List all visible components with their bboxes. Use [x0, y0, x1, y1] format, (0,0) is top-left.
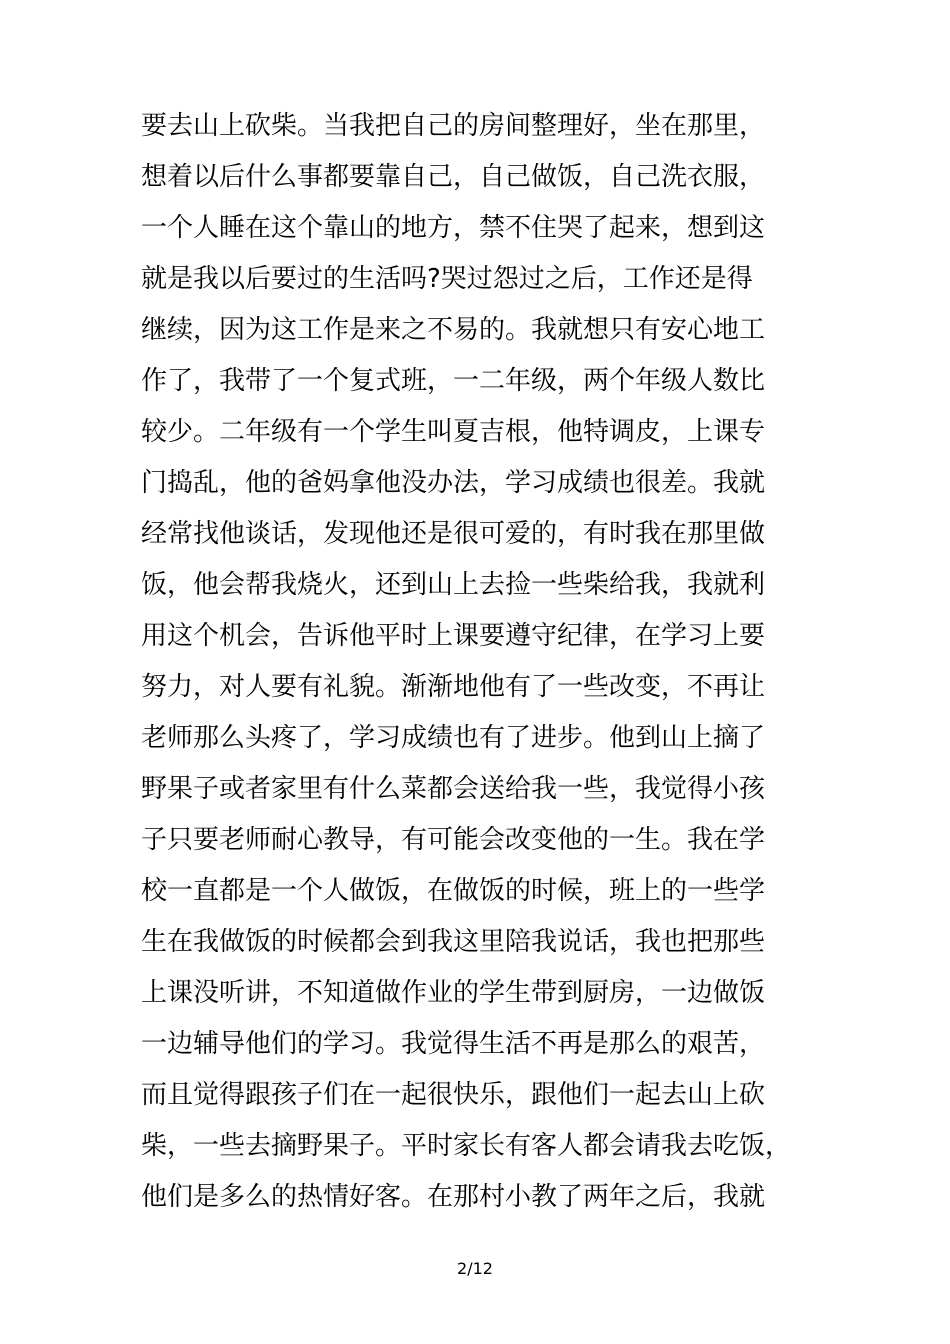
text-line: 继续，因为这工作是来之不易的。我就想只有安心地工 [141, 315, 766, 345]
text-line: 门捣乱，他的爸妈拿他没办法，学习成绩也很差。我就 [141, 468, 766, 498]
text-line: 就是我以后要过的生活吗?哭过怨过之后，工作还是得 [141, 264, 753, 294]
text-line: 较少。二年级有一个学生叫夏吉根，他特调皮，上课专 [141, 417, 766, 447]
text-line: 一边辅导他们的学习。我觉得生活不再是那么的艰苦， [141, 1029, 766, 1059]
text-line: 用这个机会，告诉他平时上课要遵守纪律，在学习上要 [141, 621, 766, 651]
text-line: 经常找他谈话，发现他还是很可爱的，有时我在那里做 [141, 519, 766, 549]
text-line: 作了，我带了一个复式班，一二年级，两个年级人数比 [141, 366, 766, 396]
text-line: 老师那么头疼了，学习成绩也有了进步。他到山上摘了 [141, 723, 766, 753]
page-number: 2/12 [457, 1259, 493, 1278]
text-line: 而且觉得跟孩子们在一起很快乐，跟他们一起去山上砍 [141, 1080, 766, 1110]
document-body [141, 101, 841, 1223]
text-line: 饭，他会帮我烧火，还到山上去捡一些柴给我，我就利 [141, 570, 766, 600]
text-line: 野果子或者家里有什么菜都会送给我一些，我觉得小孩 [141, 774, 766, 804]
text-line: 校一直都是一个人做饭，在做饭的时候，班上的一些学 [141, 876, 766, 906]
text-line: 他们是多么的热情好客。在那村小教了两年之后，我就 [141, 1182, 766, 1212]
text-line: 生在我做饭的时候都会到我这里陪我说话，我也把那些 [141, 927, 766, 957]
text-line: 子只要老师耐心教导，有可能会改变他的一生。我在学 [141, 825, 766, 855]
text-line: 想着以后什么事都要靠自己，自己做饭，自己洗衣服， [141, 162, 766, 192]
text-line: 努力，对人要有礼貌。渐渐地他有了一些改变，不再让 [141, 672, 766, 702]
text-line: 要去山上砍柴。当我把自己的房间整理好，坐在那里， [141, 111, 766, 141]
text-line: 一个人睡在这个靠山的地方，禁不住哭了起来，想到这 [141, 213, 766, 243]
text-line: 上课没听讲，不知道做作业的学生带到厨房，一边做饭 [141, 978, 766, 1008]
text-line: 柴，一些去摘野果子。平时家长有客人都会请我去吃饭， [141, 1131, 792, 1161]
